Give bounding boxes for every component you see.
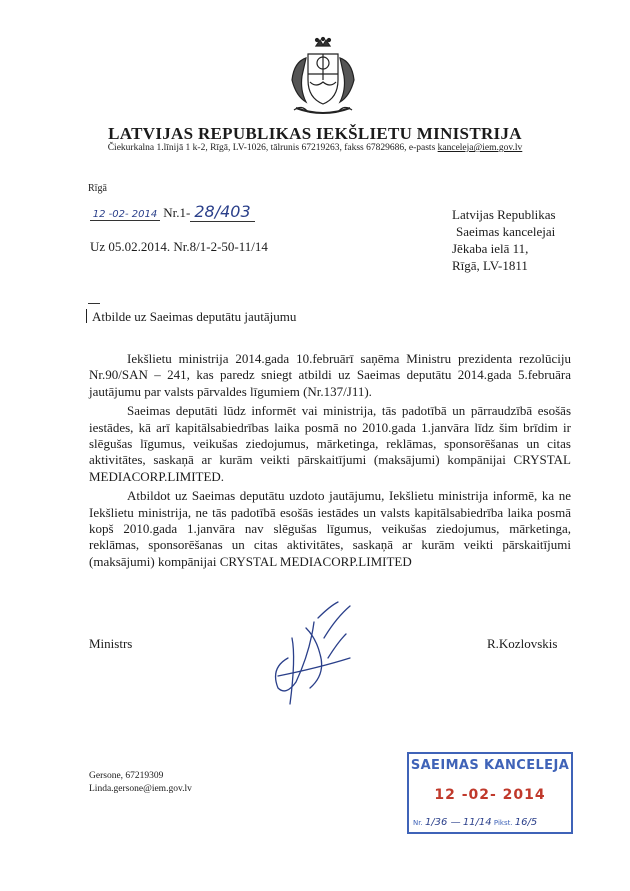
email-link[interactable]: kanceleja@iem.gov.lv bbox=[437, 143, 523, 153]
address-line: Čiekurkalna 1.līnijā 1 k-2, Rīgā, LV-1026, tālrunis 67219263, fakss 67829686, e-pasts bbox=[107, 143, 438, 153]
stamp-number-row bbox=[413, 817, 537, 828]
letter-body bbox=[89, 351, 571, 573]
recipient-line: Saeimas kancelejai bbox=[456, 224, 556, 239]
stamp-nr-suffix: 11/14 bbox=[462, 817, 492, 828]
stamp-date: 12 -02- 2014 bbox=[434, 787, 546, 803]
contact-info bbox=[89, 770, 192, 796]
stamp-header: SAEIMAS KANCELEJA bbox=[410, 758, 570, 773]
ministry-address bbox=[0, 143, 630, 153]
subject-text: Atbilde uz Saeimas deputātu jautājumu bbox=[92, 309, 297, 324]
reply-to-reference: Uz 05.02.2014. Nr.8/1-2-50-11/14 bbox=[90, 239, 268, 254]
subject-mark bbox=[88, 303, 100, 304]
contact-email: Linda.gersone@iem.gov.lv bbox=[89, 784, 192, 794]
recipient-line: Jēkaba ielā 11, bbox=[452, 241, 529, 256]
signatory-position: Ministrs bbox=[89, 636, 133, 651]
received-stamp bbox=[407, 752, 573, 834]
number-prefix: Nr.1- bbox=[163, 205, 191, 220]
stamp-nr-label: Nr. bbox=[413, 819, 423, 827]
handwritten-date: 12 -02- 2014 bbox=[90, 209, 160, 221]
coat-of-arms-logo bbox=[286, 36, 360, 124]
recipient-line: Rīgā, LV-1811 bbox=[452, 258, 528, 273]
subject-bar bbox=[86, 309, 87, 323]
ministry-title: LATVIJAS REPUBLIKAS IEKŠLIETU MINISTRIJA bbox=[108, 124, 522, 143]
body-paragraph: Saeimas deputāti lūdz informēt vai ministrija, tās padotībā un pārraudzībā esošās iestādes, kā arī kapitālsabiedrības laika posmā no 2010.gada 1.janvāra līdz šim brīdim ir slēgušas līgumus, veikušas ziedojumus, mārketinga, reklāmas, sponsorēšanas un citas aktivitātes, saskaņā ar kurām veikti pārskaitījumi (maksājumi) kompānijai CRYSTAL MEDIACORP.LIMITED. bbox=[89, 403, 571, 484]
subject-line bbox=[86, 309, 296, 325]
recipient-block bbox=[452, 206, 556, 274]
signatory-name: R.Kozlovskis bbox=[487, 636, 558, 651]
handwritten-signature bbox=[248, 598, 368, 708]
contact-name-phone: Gersone, 67219309 bbox=[89, 771, 164, 781]
body-paragraph: Atbildot uz Saeimas deputātu uzdoto jautājumu, Iekšlietu ministrija informē, ka ne Iekšlietu ministrija, ne tās padotībā esošās iestādes un valsts kapitālsabiedrība laika posmā kopš 2010.gada 1.janvāra nav slēgušas līgumus, veikušas ziedojumus, mārketinga, reklāmas, sponsorēšanas un citas aktivitātes, saskaņā ar kurām veikti pārskaitījumi (maksājumi) kompānijai CRYSTAL MEDIACORP.LIMITED bbox=[89, 488, 571, 569]
stamp-pikst-value: 16/5 bbox=[514, 817, 538, 828]
recipient-line: Latvijas Republikas bbox=[452, 207, 556, 222]
stamp-pikst-label: Pikst. bbox=[493, 819, 513, 827]
stamp-nr-value: 1/36 — bbox=[424, 817, 461, 828]
handwritten-number: 28/403 bbox=[190, 202, 254, 222]
reference-line bbox=[90, 202, 255, 222]
body-paragraph: Iekšlietu ministrija 2014.gada 10.februārī saņēma Ministru prezidenta rezolūciju Nr.90/SAN – 241, kas paredz sniegt atbildi uz Saeimas deputātu 2014.gada 5.februāra jautājumu par valsts pārvaldes līgumiem (Nr.137/J11). bbox=[89, 351, 571, 399]
place-of-issue: Rīgā bbox=[88, 183, 107, 194]
